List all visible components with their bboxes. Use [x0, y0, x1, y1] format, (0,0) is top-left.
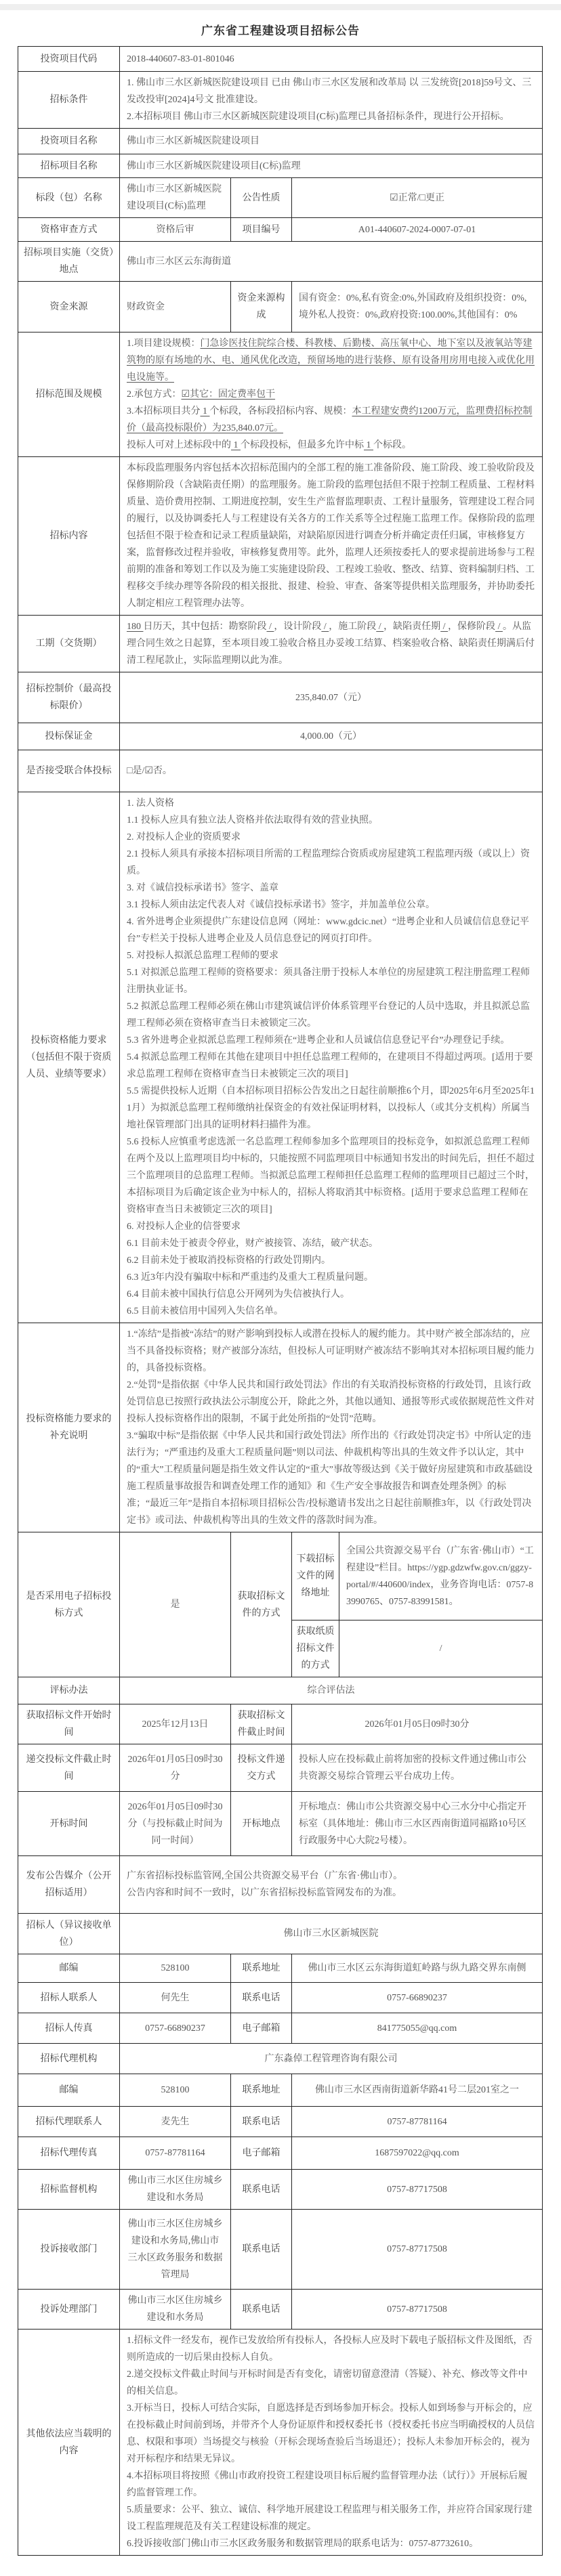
- row-value: 0757-87717508: [292, 2170, 543, 2210]
- row-label: 评标办法: [18, 1677, 120, 1704]
- row-value: 佛山市三水区云东海街道虹岭路与纵九路交界东南侧: [292, 1954, 543, 1983]
- row-value: 佛山市三水区住房城乡建设和水务局: [120, 2170, 231, 2210]
- paragraph: 2.本招标项目 佛山市三水区新城医院建设项目(C标)监理已具备招标条件，现进行公开招标。: [127, 112, 510, 122]
- row-label: 邮编: [18, 2074, 120, 2107]
- paragraph: 6.4 目前未被中国执行信息公开网列为失信被执行人。: [127, 1289, 350, 1300]
- row-value: 2025年12月13日: [120, 1704, 231, 1744]
- row-label: 投诉接收部门: [18, 2210, 120, 2290]
- row-value: [120, 1856, 543, 1914]
- row-label: 投资项目代码: [18, 47, 120, 72]
- row-label: 递交投标文件截止时间: [18, 1744, 120, 1792]
- row-label: 招标代理联系人: [18, 2107, 120, 2137]
- row-label: 电子邮箱: [231, 2137, 292, 2170]
- paragraph: 6.投诉接收部门佛山市三水区政务服务和数据管理局的联系电话为：0757-87732610。: [127, 2539, 479, 2549]
- row-value: 国有资金：0%,私有资金:0%,外国政府及组织投资：0%,境外私人投资：0%,政府投资:100.00%,其他国有：0%: [292, 282, 543, 332]
- row-label: 联系电话: [231, 2290, 292, 2330]
- row-label: 招标条件: [18, 72, 120, 129]
- row-label: 联系电话: [231, 2170, 292, 2210]
- table-row: [18, 2074, 543, 2107]
- paragraph: 1. 法人资格: [127, 798, 174, 809]
- underlined-text: 1: [200, 406, 210, 416]
- paragraph: 3.本招标项目共分 1 个标段，各标段招标内容、规模：本工程建安费约1200万元，监理费招标控制价（最高投标限价）为235,840.07元。: [127, 406, 533, 433]
- row-value: [120, 72, 543, 129]
- table-row: [18, 154, 543, 178]
- underlined-text: /: [321, 622, 329, 632]
- row-value: 0757-87717508: [292, 2210, 543, 2290]
- row-value: 2026年01月05日09时30分: [292, 1704, 543, 1744]
- row-label: 招标人联系人: [18, 1983, 120, 2013]
- row-label: 资格审查方式: [18, 218, 120, 242]
- row-value: [120, 792, 543, 1323]
- table-row: [18, 792, 543, 1323]
- row-label: 投标保证金: [18, 723, 120, 750]
- table-row: [18, 1954, 543, 1983]
- row-value: 佛山市三水区新城医院: [120, 1914, 543, 1954]
- row-value: [120, 332, 543, 457]
- paragraph: 5. 对投标人拟派总监理工程师的要求: [127, 951, 278, 961]
- paragraph: 4. 省外进粤企业须提供广东建设信息网（网址：www.gdcic.net）“进粤企业和人员诚信信息登记平台”专栏关于投标人进粤企业及人员信息登记的网页打印件。: [127, 917, 530, 944]
- paragraph: 2.“处罚”是指依据《中华人民共和国行政处罚法》作出的有关取消投标资格的行政处罚，且该行政处罚信息已按照行政执法公示制度公开，除此之外，其他以通知、通报等形式或依据规范性文件对投标人投标资格作出的限制，不属于此处所指的“处罚”范畴。: [127, 1380, 535, 1424]
- row-value: 广东淼倬工程管理咨询有限公司: [120, 2044, 543, 2074]
- table-row: [18, 2330, 543, 2556]
- paragraph: 5.1 对拟派总监理工程师的资格要求：须具备注册于投标人本单位的房屋建筑工程注册监理工程师注册执业证书。: [127, 968, 530, 995]
- table-row: [18, 2107, 543, 2137]
- row-value: 财政资金: [120, 282, 231, 332]
- row-value: 528100: [120, 1954, 231, 1983]
- row-label: 招标项目名称: [18, 154, 120, 178]
- row-label: 是否采用电子招标投标方式: [18, 1532, 120, 1677]
- row-label: 标段（包）名称: [18, 178, 120, 218]
- row-label: 获取招标文件开始时间: [18, 1704, 120, 1744]
- tender-announcement-page: [0, 4, 561, 2576]
- row-value: 0757-66890237: [292, 1983, 543, 2013]
- row-value: 0757-87781164: [120, 2137, 231, 2170]
- table-row: [18, 1677, 543, 1704]
- table-row: [18, 2044, 543, 2074]
- row-label: 联系地址: [231, 1954, 292, 1983]
- row-value: 0757-87717508: [292, 2290, 543, 2330]
- paragraph: 6.3 近3年内没有骗取中标和严重违约及重大工程质量问题。: [127, 1272, 373, 1283]
- row-value: 佛山市三水区新城医院建设项目(C标)监理: [120, 178, 231, 218]
- underlined-text: ☑其它：固定费率包干: [181, 389, 276, 400]
- paragraph: 5.6 投标人应慎重考虑选派一名总监理工程师参加多个监理项目的投标竞争，如拟派总监理工程师在两个及以上监理项目均中标的，只能按照不同监理项目中标通知书发出的时间先后，担任不超过三个监理项目的总监理工程师。当拟派总监理工程师担任总监理工程师的监理项目已超过三个时，本招标项目为后确定该企业为中标人的，招标人将取消其中标资格。[适用于要求总监理工程师在资格审查当日未被锁定三次的项目]: [127, 1137, 535, 1215]
- table-row: [18, 332, 543, 457]
- row-value: 开标地点：佛山市公共资源交易中心三水分中心指定开标室（具体地址：佛山市三水区西南街道同福路10号区行政服务中心大院2号楼）。: [292, 1792, 543, 1856]
- top-strip: [0, 4, 561, 10]
- bottom-gap: [0, 2556, 561, 2576]
- paragraph: 5.4 拟派总监理工程师在其他在建项目中担任总监理工程师的，在建项目不得超过两项。[适用于要求总监理工程师在资格审查当日未被锁定三次的项目]: [127, 1052, 533, 1079]
- paragraph: 3.“骗取中标”是指依据《中华人民共和国行政处罚法》所作出的《行政处罚决定书》中所认定的违法行为；“严重违约及重大工程质量问题”则以司法、仲裁机构等出具的生效文件予以认定，其中的“重大”工程质量问题是指生效文件认定的“重大”事故等级达到《关于做好房屋建筑和市政基础设施工程质量事故报告和调查处理工作的通知》和《生产安全事故报告和调查处理条例》的标准；“最近三年”是指自本招标项目招标公告/投标邀请书发出之日起往前顺推3年，以《行政处罚决定书》或司法、仲裁机构等出具的生效文件的落款时间为准。: [127, 1431, 533, 1526]
- row-label: 招标项目实施（交货）地点: [18, 242, 120, 282]
- table-row: [18, 242, 543, 282]
- table-row: [18, 1744, 543, 1792]
- table-row: [18, 178, 543, 218]
- paragraph: 6.2 目前未处于被取消投标资格的行政处罚期内。: [127, 1255, 331, 1266]
- row-value: 何先生: [120, 1983, 231, 2013]
- row-value: 2018-440607-83-01-801046: [120, 47, 543, 72]
- row-label: 项目编号: [231, 218, 292, 242]
- paragraph: 1.项目建设规模：门急诊医技住院综合楼、科教楼、后勤楼、高压氧中心、地下室以及液氧站等建筑物的原有场地的水、电、通风优化改造，预留场地的进行装修、原有设备用房用电接入或优化用电设施等。: [127, 339, 535, 383]
- row-label: 招标人（异议接收单位）: [18, 1914, 120, 1954]
- row-value: 投标人应在投标截止前将加密的投标文件通过佛山市公共资源交易综合管理云平台成功上传。: [292, 1744, 543, 1792]
- row-label: 招标人传真: [18, 2013, 120, 2044]
- row-value: 佛山市三水区西南街道新华路41号二层201室之一: [292, 2074, 543, 2107]
- underlined-text: 门急诊医技住院综合楼、科教楼、后勤楼、高压氧中心、地下室以及液氧站等建筑物的原有场地的水、电、通风优化改造，预留场地的进行装修、原有设备用房用电接入或优化用电设施等。: [127, 339, 535, 383]
- row-value: 4,000.00（元）: [120, 723, 543, 750]
- row-value: 资格后审: [120, 218, 231, 242]
- row-label: 是否接受联合体投标: [18, 750, 120, 792]
- underlined-text: 1: [231, 440, 241, 450]
- row-label: 招标内容: [18, 457, 120, 616]
- paragraph: 2. 对投标人企业的资质要求: [127, 832, 241, 842]
- row-label: 获取招标文件截止时间: [231, 1704, 292, 1744]
- table-row: [18, 2013, 543, 2044]
- table-row: [18, 1856, 543, 1914]
- paragraph: 5.5 需提供投标人近期（自本招标项目招标公告发出之日起往前顺推6个月，即2025年6月至2025年11月）为拟派总监理工程师缴纳社保资金的有效社保证明材料，以投标人（或其分支机构）所属当地社保管理部门出具的证明材料扫描件为准。: [127, 1086, 535, 1130]
- table-row: [18, 2290, 543, 2330]
- row-value: [120, 1323, 543, 1532]
- row-label: 其他依法应当载明的内容: [18, 2330, 120, 2556]
- paragraph: 1.“冻结”是指被“冻结”的财产影响到投标人或潜在投标人的履约能力。其中财产被全部冻结的，应当不具备投标资格；财产被部分冻结，但投标人可证明财产被冻结不影响其对本招标项目履约能力的，具备投标资格。: [127, 1329, 535, 1373]
- row-label: 工期（交货期）: [18, 616, 120, 672]
- table-row: [18, 72, 543, 129]
- underlined-text: /: [495, 622, 503, 632]
- row-label: 联系电话: [231, 1983, 292, 2013]
- row-label: 资金来源: [18, 282, 120, 332]
- row-label: 获取招标文件的方式: [231, 1532, 292, 1677]
- table-row: [18, 2170, 543, 2210]
- row-label: 开标地点: [231, 1792, 292, 1856]
- row-value: 全国公共资源交易平台（广东省·佛山市）“工程建设”栏目。https://ygp.gdzwfw.gov.cn/ggzy-portal/#/440600/index，业务咨询电话：0757-83990765、0757-83991581。: [339, 1532, 543, 1620]
- page-title: 广东省工程建设项目招标公告: [201, 24, 360, 38]
- table-row: [18, 218, 543, 242]
- table-row: [18, 723, 543, 750]
- row-value: 528100: [120, 2074, 231, 2107]
- paragraph: 广东省招标投标监管网,全国公共资源交易平台（广东省·佛山市）。: [127, 1871, 403, 1881]
- row-label: 资金来源构成: [231, 282, 292, 332]
- row-label: 招标代理传真: [18, 2137, 120, 2170]
- table-row: [18, 1914, 543, 1954]
- paragraph: 1.1 投标人应具有独立法人资格并依法取得有效的营业执照。: [127, 815, 378, 825]
- underlined-text: 180: [127, 622, 144, 632]
- row-label: 电子邮箱: [231, 2013, 292, 2044]
- row-value: 是: [120, 1532, 231, 1677]
- row-value: 佛山市三水区新城医院建设项目: [120, 129, 543, 154]
- paragraph: 6.1 目前未处于被责令停业，财产被接管、冻结，破产状态。: [127, 1239, 378, 1249]
- table-row: [18, 47, 543, 72]
- row-value: 1687597022@qq.com: [292, 2137, 543, 2170]
- table-row: [18, 1792, 543, 1856]
- row-label: 下载招标文件的网络地址: [292, 1532, 339, 1620]
- row-value: 0757-66890237: [120, 2013, 231, 2044]
- paragraph: 3.1 投标人须由法定代表人对《诚信投标承诺书》签字，并加盖单位公章。: [127, 900, 435, 910]
- row-label: 投标资格能力要求（包括但不限于资质人员、业绩等要求）: [18, 792, 120, 1323]
- table-row: [18, 1983, 543, 2013]
- announcement-table-body: [18, 47, 543, 2556]
- row-label: 投标资格能力要求的补充说明: [18, 1323, 120, 1532]
- table-row: [18, 457, 543, 616]
- row-label: 投诉处理部门: [18, 2290, 120, 2330]
- row-label: 招标控制价（最高投标限价）: [18, 672, 120, 723]
- row-label: 招标代理机构: [18, 2044, 120, 2074]
- row-value: [120, 616, 543, 672]
- row-value: 2026年01月05日09时30分: [120, 1744, 231, 1792]
- table-row: [18, 129, 543, 154]
- row-value: 0757-87781164: [292, 2107, 543, 2137]
- row-label: 邮编: [18, 1954, 120, 1983]
- paragraph: 5.2 拟派总监理工程师必须在佛山市建筑诚信评价体系管理平台登记的人员中选取，并且拟派总监理工程师必须在资格审查当日未被锁定三次。: [127, 1002, 530, 1029]
- table-row: [18, 672, 543, 723]
- paragraph: 本标段监理服务内容包括本次招标范围内的全部工程的施工准备阶段、施工阶段、竣工验收阶段及保修期阶段（含缺陷责任期）的监理服务。施工阶段的监理包括但不限于控制工程质量、工程材料质量、造价费用控制、工期进度控制，安生生产监督监理职责、工程计量服务，管理建设工程合同的履行，以及协调委托人与工程建设有关各方的工作关系等全过程施工监理工作。保修阶段的监理包括但不限于检查和记录工程质量缺陷，对缺陷原因进行调查分析并确定责任归属，审核修复方案，监督修改过程并验收，审核修复费用等。此外，监理人还须按委托人的要求提前进场参与工程前期的准备和筹划工作以及为施工实施建设阶段、工程竣工验收、整改、结算、资料编制归档、工程移交手续办理等各阶段的相关报批、报建、检验、审查、备案等提供相关监理服务，并协助委托人制定相应工程管理办法等。: [127, 463, 535, 609]
- row-label: 招标监督机构: [18, 2170, 120, 2210]
- underlined-text: /: [376, 622, 384, 632]
- row-value: /: [339, 1620, 543, 1677]
- underlined-text: /: [440, 622, 449, 632]
- row-label: 招标范围及规模: [18, 332, 120, 457]
- paragraph: 公告内容和时间不一致时，以广东省招标投标监管网发布的为准。: [127, 1888, 402, 1898]
- row-label: 发布公告媒介（公开招标适用）: [18, 1856, 120, 1914]
- row-value: 佛山市三水区新城医院建设项目(C标)监理: [120, 154, 543, 178]
- paragraph: 2.递交投标文件截止时间与开标时间是否有变化，请密切留意澄清（答疑）、补充、修改等文件中的相关信息。: [127, 2369, 528, 2397]
- paragraph: 3. 对《诚信投标承诺书》签字、盖章: [127, 883, 278, 893]
- row-label: 联系电话: [231, 2107, 292, 2137]
- row-value: A01-440607-2024-0007-07-01: [292, 218, 543, 242]
- row-label: 获取纸质招标文件的方式: [292, 1620, 339, 1677]
- underlined-text: 1: [364, 440, 373, 450]
- row-value: 2026年01月05日09时30分（与投标截止时间为同一时间）: [120, 1792, 231, 1856]
- underlined-text: 本工程建安费约1200万元，监理费招标控制价（最高投标限价）为235,840.07元。: [127, 406, 533, 433]
- paragraph: 1.招标文件一经发布，视作已发放给所有投标人，各投标人应及时下载电子版招标文件及图纸，否则所造成的一切后果由投标人自负。: [127, 2336, 533, 2363]
- row-value: □是/☑否。: [120, 750, 543, 792]
- row-label: 投资项目名称: [18, 129, 120, 154]
- table-row: [18, 616, 543, 672]
- row-value: ☑正常/□更正: [292, 178, 543, 218]
- row-value: 佛山市三水区云东海街道: [120, 242, 543, 282]
- row-value: 841775055@qq.com: [292, 2013, 543, 2044]
- paragraph: 投标人可对上述标段中的 1 个标段投标，但最多允许中标 1 个标段。: [127, 440, 411, 450]
- paragraph: 3.开标当日，投标人可结合实际，自愿选择是否到场参加开标会。投标人如到场参与开标会的，应在投标截止时间前到场，并带齐个人身份证原件和授权委托书（授权委托书应当明确授权的人员信息、权限和事项）当场提交与核验（开标会现场查验后当场退还）；投标人未参加开标会的，视为对开标程序和结果无异议。: [127, 2403, 535, 2464]
- paragraph: 2.承包方式：☑其它：固定费率包干: [127, 389, 276, 400]
- paragraph: 5.3 省外进粤企业拟派总监理工程师须在“进粤企业和人员诚信信息登记平台”办理登记手续。: [127, 1035, 510, 1046]
- row-label: 联系电话: [231, 2210, 292, 2290]
- paragraph: 180 日历天，其中包括：勘察阶段 / ，设计阶段 / ，施工阶段 / ，缺陷责任期 / ，保修阶段 / 。从监理合同生效之日起算，至本项目竣工验收合格且办妥竣工结算、档案验收合格、缺陷责任期满后付清工程尾款止，实际监理期以此为准。: [127, 622, 535, 666]
- paragraph: 4.本招标项目将按照《佛山市政府投资工程建设项目标后履约监督管理办法（试行）》开展标后履约监督管理工作。: [127, 2471, 528, 2498]
- paragraph: 6.5 目前未被信用中国列入失信名单。: [127, 1306, 283, 1316]
- row-value: 佛山市三水区住房城乡建设和水务局: [120, 2290, 231, 2330]
- row-value: 235,840.07（元）: [120, 672, 543, 723]
- table-row: [18, 1323, 543, 1532]
- underlined-text: /: [266, 622, 274, 632]
- paragraph: 5.质量要求：公平、独立、诚信、科学地开展建设工程监理与相关服务工作，并应符合国家现行建设工程监理规范及有关工程建设标准的规定。: [127, 2505, 533, 2532]
- announcement-table: [18, 46, 543, 2556]
- row-value: [120, 457, 543, 616]
- row-value: 佛山市三水区住房城乡建设和水务局,佛山市三水区政务服务和数据管理局: [120, 2210, 231, 2290]
- row-value: [120, 2330, 543, 2556]
- table-row: [18, 2210, 543, 2290]
- paragraph: 2.1 投标人须具有承接本招标项目所需的工程监理综合资质或房屋建筑工程监理丙级（或以上）资质。: [127, 849, 530, 876]
- table-row: [18, 1704, 543, 1744]
- row-label: 开标时间: [18, 1792, 120, 1856]
- table-row: [18, 750, 543, 792]
- table-row: [18, 2137, 543, 2170]
- row-label: 公告性质: [231, 178, 292, 218]
- row-label: 联系地址: [231, 2074, 292, 2107]
- row-value: 麦先生: [120, 2107, 231, 2137]
- paragraph: 6. 对投标人企业的信誉要求: [127, 1222, 241, 1232]
- table-row: [18, 282, 543, 332]
- row-value: 综合评估法: [120, 1677, 543, 1704]
- table-row: [18, 1532, 543, 1620]
- paragraph: 1. 佛山市三水区新城医院建设项目 已由 佛山市三水区发展和改革局 以 三发统资[2018]59号文、三发改投审[2024]4号文 批准建设。: [127, 78, 532, 105]
- row-label: 投标文件递交方式: [231, 1744, 292, 1792]
